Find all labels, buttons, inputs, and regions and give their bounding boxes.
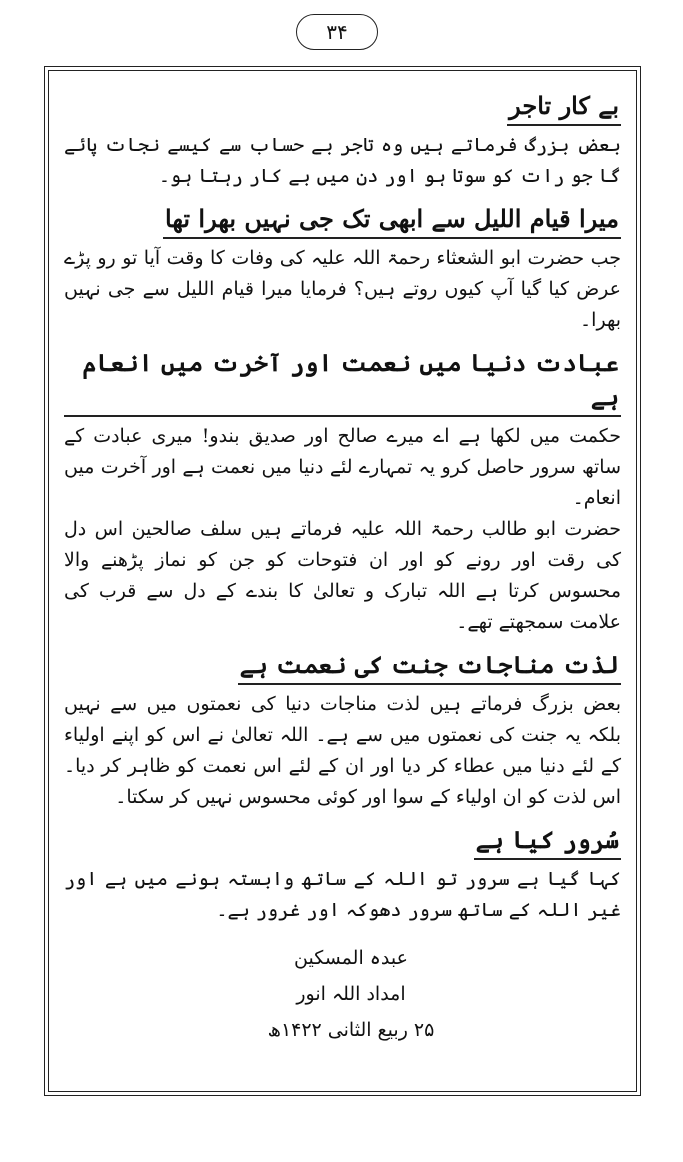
signature-date: ۲۵ ربیع الثانی ۱۴۲۲ھ — [267, 1019, 435, 1041]
section-paragraph: کہا گیا ہے سرور تو اللہ کے ساتھ وابستہ ہونے میں ہے اور غیر اللہ کے ساتھ سرور دھوکہ اور غرور ہے۔ — [64, 868, 621, 921]
section-heading: سُرور کیا ہے — [474, 823, 621, 860]
page-frame — [44, 66, 641, 1096]
section-heading: بے کار تاجر — [507, 89, 621, 126]
signature-line: عبدہ المسکین — [294, 947, 408, 969]
page-frame-inner — [48, 70, 637, 1092]
page-number: ۳۴ — [296, 14, 378, 50]
author-signature — [231, 940, 471, 1048]
section-lazzat-munajat — [64, 640, 621, 813]
signature-name: امداد اللہ انور — [296, 983, 406, 1005]
section-bekar-tajir — [64, 81, 621, 192]
section-ibadat-nimat — [64, 338, 621, 638]
section-paragraph: حکمت میں لکھا ہے اے میرے صالح اور صدیق بندو! میری عبادت کے ساتھ سرور حاصل کرو یہ تمہارے لئے دنیا میں نعمت ہے اور آخرت میں انعام۔ — [64, 425, 621, 509]
section-qiyam-allail — [64, 194, 621, 336]
section-heading: لذت مناجات جنت کی نعمت ہے — [238, 648, 621, 685]
section-heading: عبادت دنیا میں نعمت اور آخرت میں انعام ہے — [64, 346, 621, 417]
section-heading: میرا قیام اللیل سے ابھی تک جی نہیں بھرا تھا — [163, 202, 621, 239]
page-content — [64, 81, 621, 1081]
section-paragraph: حضرت ابو طالب رحمۃ اللہ علیہ فرماتے ہیں سلف صالحین اس دل کی رقت اور رونے کو اور ان فتوحات کو جن کو نماز پڑھنے والا محسوس کرتا ہے اللہ تبارک و تعالیٰ کا بندے کے دل سے قرب کی علامت سمجھتے تھے۔ — [64, 518, 621, 633]
section-paragraph: بعض بزرگ فرماتے ہیں لذت مناجات دنیا کی نعمتوں میں سے نہیں بلکہ یہ جنت کی نعمتوں میں سے ہے۔ اللہ تعالیٰ نے اس کو اپنے اولیاء کے لئے دنیا میں عطاء کر دیا اور ان کے لئے اس نعمت کو ظاہر کر دیا۔ اس لذت کو ان اولیاء کے سوا اور کوئی محسوس نہیں کر سکتا۔ — [64, 693, 621, 808]
section-paragraph: جب حضرت ابو الشعثاء رحمۃ اللہ علیہ کی وفات کا وقت آیا تو رو پڑے عرض کیا گیا آپ کیوں روتے ہیں؟ فرمایا میرا قیام اللیل سے جی نہیں بھرا۔ — [64, 247, 621, 331]
section-suroor — [64, 815, 621, 926]
section-paragraph: بعض بزرگ فرماتے ہیں وہ تاجر بے حساب سے کیسے نجات پائے گا جو رات کو سوتا ہو اور دن میں بے کار رہتا ہو۔ — [64, 134, 621, 187]
